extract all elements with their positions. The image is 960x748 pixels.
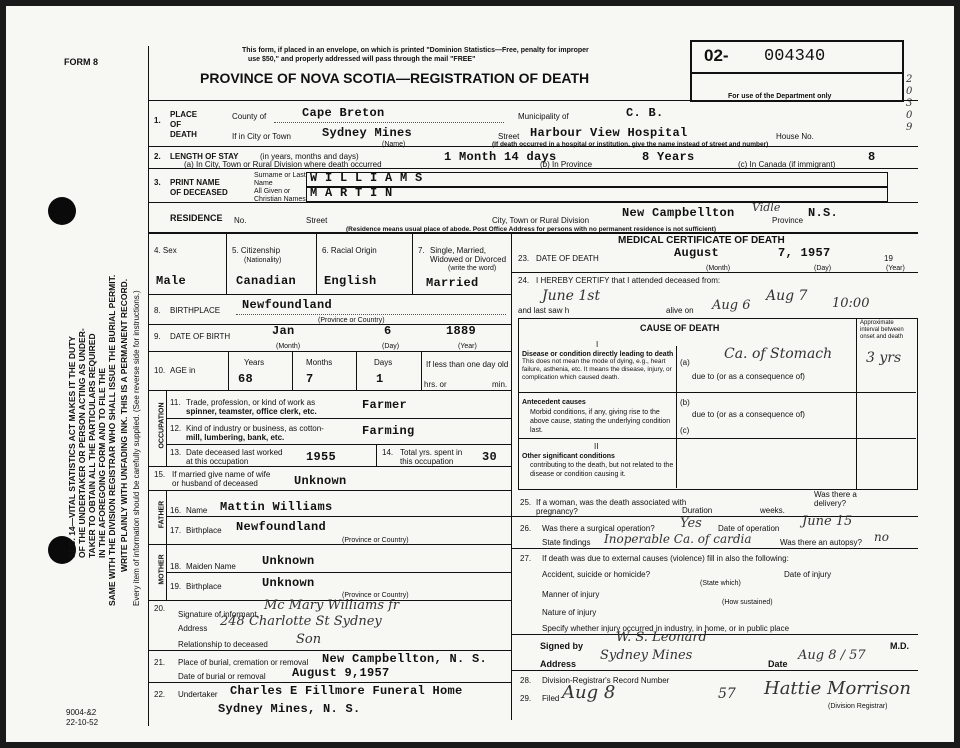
father-birthplace-value: Newfoundland (236, 520, 327, 534)
informant-signature: Mc Mary Williams fr (264, 598, 400, 613)
side-instruction-3: TAKER TO OBTAIN ALL THE PARTICULARS REQUIRED (87, 333, 97, 558)
municipality-label: Municipality of (518, 112, 569, 121)
burial-date-label: Date of burial or removal (178, 672, 266, 681)
attended-from: June 1st (542, 288, 601, 304)
attended-to: Aug 7 (766, 288, 808, 304)
given-value: M A R T I N (310, 186, 393, 200)
death-day-label: (Day) (814, 265, 832, 272)
cause-a-value: Ca. of Stomach (724, 346, 833, 362)
death-month: August (674, 246, 720, 260)
interval-a-value: 3 yrs (866, 350, 902, 366)
rule-12 (166, 444, 511, 445)
occupation-l13a: Date deceased last worked (186, 448, 283, 457)
filed-value: Aug 8 (562, 682, 616, 703)
side-instruction-5: SAME WITH THE DIVISION REGISTRAR WHO SHALL ISSUE THE BURIAL PERMIT. (107, 274, 117, 606)
relationship-label: Relationship to deceased (178, 640, 268, 649)
residence-province-label: Province (772, 216, 804, 225)
racial-origin-label: Racial Origin (330, 246, 377, 255)
s22-num: 22. (154, 690, 166, 699)
operation-label: Was there a surgical operation? (542, 524, 655, 533)
stay-canada-label: (c) In Canada (if immigrant) (738, 160, 836, 169)
operation-date-value: June 15 (802, 514, 853, 529)
birthplace-value: Newfoundland (242, 298, 333, 312)
informant-address-label: Address (178, 624, 208, 633)
other-conditions-label: Other significant conditions (522, 453, 615, 460)
s17-num: 17. (170, 526, 182, 535)
mother-birthplace-value: Unknown (262, 576, 315, 590)
s1-num: 1. (154, 116, 161, 125)
punch-hole-top (48, 197, 76, 225)
form-code-1: 9004-&2 (66, 708, 97, 717)
rule-25 (511, 516, 918, 517)
city-label: If in City or Town (232, 132, 291, 141)
form-number: FORM 8 (64, 57, 99, 67)
marital-label: Single, Married, Widowed or Divorced (430, 246, 507, 264)
house-label: House No. (776, 132, 814, 141)
due-to-b: due to (or as a consequence of) (692, 410, 805, 419)
page-title: PROVINCE OF NOVA SCOTIA—REGISTRATION OF DEATH (200, 70, 590, 86)
injury-date-label: Date of injury (784, 570, 832, 579)
s18-num: 18. (170, 562, 182, 571)
citizenship-sub: (Nationality) (244, 257, 282, 264)
cause-label-rule (676, 346, 677, 488)
registrar-label: (Division Registrar) (828, 703, 888, 710)
s14-num: 14. (382, 448, 394, 457)
mother-birthplace-label: Birthplace (186, 582, 222, 591)
trade-value: Farmer (362, 398, 408, 412)
registration-number: 004340 (764, 47, 826, 66)
s19-num: 19. (170, 582, 182, 591)
rule-11 (166, 418, 511, 419)
dob-month: Jan (272, 324, 295, 338)
spouse-label-1: If married give name of wife (172, 470, 271, 479)
antecedent-note: Morbid conditions, if any, giving rise to the above cause, stating the underlying condition last. (530, 409, 671, 434)
other-conditions-note: contributing to the death, but not related to the disease or condition causing it. (530, 462, 674, 478)
age-months: 7 (306, 372, 314, 386)
county-label: County of (232, 112, 267, 121)
sex-value: Male (156, 274, 187, 288)
dob-day: 6 (384, 324, 392, 338)
medical-title: MEDICAL CERTIFICATE OF DEATH (618, 235, 785, 246)
burial-label: Place of burial, cremation or removal (178, 658, 309, 667)
alive-on-time: 10:00 (832, 296, 870, 311)
s5-num: 5. (232, 246, 239, 255)
county-line (274, 122, 504, 123)
s25-num: 25. (520, 498, 532, 507)
age-hrs: hrs. or (424, 380, 447, 389)
s7-num: 7. (418, 246, 425, 255)
mother-birthplace-note: (Province or Country) (342, 592, 409, 599)
occupation-side-rule (166, 390, 167, 466)
industry-value: Farming (362, 424, 415, 438)
city-value: Sydney Mines (322, 126, 413, 140)
death-registration-form (6, 6, 954, 742)
occupation-l13b: at this occupation (186, 457, 249, 466)
margin-codes: 2 0 3 0 9 (906, 74, 913, 133)
residence-handwriting: Vidle (752, 201, 781, 214)
delivery-label: Was there a delivery? (814, 490, 857, 508)
cause-b-label: (b) (680, 398, 690, 407)
rule-cause-c (518, 438, 916, 439)
rule-17 (148, 544, 511, 545)
physician-address-label: Address (540, 659, 577, 669)
hospital-note: (If death occurred in a hospital or institution, give the name instead of street and number) (492, 141, 769, 148)
s26-num: 26. (520, 524, 532, 533)
street-label: Street (498, 132, 520, 141)
antecedent-label: Antecedent causes (522, 399, 586, 406)
filed-label: Filed (542, 694, 560, 703)
direct-cause-note: This does not mean the mode of dying, e.g., heart failure, asthenia, etc. It means the disease, injury, or complication which caused death. (522, 358, 672, 381)
occupation-l11b: spinner, teamster, office clerk, etc. (186, 407, 317, 416)
marital-sub: (write the word) (448, 265, 497, 272)
side-instruction-7: Every item of information should be carefully supplied. (See reverse side for instructions.) (132, 290, 141, 606)
dob-month-label: (Month) (276, 343, 301, 350)
div-5-6 (316, 232, 317, 294)
father-birthplace-note: (Province or Country) (342, 537, 409, 544)
marital-value: Married (426, 276, 479, 290)
s8-num: 8. (154, 306, 161, 315)
main-left-rule (148, 46, 149, 726)
county-value: Cape Breton (302, 106, 385, 120)
operation-value: Yes (680, 516, 702, 531)
age-min: min. (492, 380, 508, 389)
street-value: Harbour View Hospital (530, 126, 688, 140)
age-days-label: Days (374, 358, 393, 367)
dob-year: 1889 (446, 324, 477, 338)
spouse-value: Unknown (294, 474, 347, 488)
autopsy-label: Was there an autopsy? (780, 538, 862, 547)
specify-label: Specify whether injury occurred in industry, in home, or in public place (542, 624, 790, 633)
s10-num: 10. (154, 366, 166, 375)
residence-city: New Campbellton (622, 206, 735, 220)
rule-cause-a (518, 392, 916, 393)
s5-label (232, 246, 280, 255)
stay-province-label: (b) In Province (540, 160, 593, 169)
div-13-14 (376, 444, 377, 466)
occupation-l12b: mill, lumbering, bank, etc. (186, 433, 285, 442)
age-years-label: Years (244, 358, 265, 367)
weeks-label: weeks. (760, 506, 785, 515)
autopsy-value: no (874, 530, 889, 544)
father-name-label: Name (186, 506, 208, 515)
occupation-side-label: OCCUPATION (158, 402, 166, 449)
registrar-signature: Hattie Morrison (764, 678, 911, 699)
age-months-label: Months (306, 358, 333, 367)
signed-by-value: W. S. Leonard (616, 630, 707, 645)
s29-num: 29. (520, 694, 532, 703)
dob-label: DATE OF BIRTH (170, 332, 231, 341)
death-year-19: 19 (884, 254, 893, 263)
rule-14 (148, 466, 511, 467)
physician-address-value: Sydney Mines (600, 648, 693, 663)
birthplace-note: (Province or Country) (318, 317, 385, 324)
rule-10 (148, 390, 511, 391)
side-instruction-2: OF THE UNDERTAKER OR PERSON ACTING AS UNDER- (77, 328, 87, 558)
registration-prefix: 02- (704, 46, 729, 65)
birthplace-label: BIRTHPLACE (170, 306, 221, 315)
rule-27 (511, 634, 918, 635)
s1-label-1: PLACE (170, 110, 198, 119)
registration-number-box (690, 40, 904, 74)
residence-street: Street (306, 216, 328, 225)
death-day: 7, 1957 (778, 246, 831, 260)
residence-note: (Residence means usual place of abode. Post Office Address for persons with no permanent residence is not sufficient) (346, 226, 716, 233)
s2-num: 2. (154, 152, 161, 161)
s6-num: 6. (322, 246, 329, 255)
accident-label: Accident, suicide or homicide? (542, 570, 651, 579)
rule-16 (166, 516, 511, 517)
city-name-note: (Name) (382, 141, 406, 148)
s27-num: 27. (520, 554, 532, 563)
rule-top (148, 100, 918, 101)
age-years: 68 (238, 372, 254, 386)
cause-title: CAUSE OF DEATH (640, 323, 720, 333)
residence-no: No. (234, 216, 247, 225)
last-seen-label: and last saw h (518, 306, 570, 315)
cause-interval-rule (856, 318, 857, 490)
occupation-l14b: this occupation (400, 457, 454, 466)
undertaker-label: Undertaker (178, 690, 218, 699)
occupation-l14a: Total yrs. spent in (400, 448, 463, 457)
rule-20 (148, 650, 511, 651)
residence-city-label: City, Town or Rural Division (492, 216, 590, 225)
citizenship-label: Citizenship (240, 246, 281, 255)
alive-on-label: alive on (666, 306, 694, 315)
s1-label-2: OF (170, 120, 182, 129)
mother-maiden-value: Unknown (262, 554, 315, 568)
s9-num: 9. (154, 332, 161, 341)
s3-label-2: OF DECEASED (170, 188, 228, 197)
cause-a-label: (a) (680, 358, 690, 367)
father-name-value: Mattin Williams (220, 500, 333, 514)
signed-date-label: Date (768, 659, 788, 669)
s20-num: 20. (154, 604, 166, 613)
mail-notice-line1: This form, if placed in an envelope, on which is printed "Dominion Statistics—Free, penalty for improper (242, 47, 589, 54)
dob-day-label: (Day) (382, 343, 400, 350)
birthplace-line (236, 314, 506, 315)
father-birthplace-label: Birthplace (186, 526, 222, 535)
md-label: M.D. (890, 641, 909, 651)
rule-21 (148, 682, 511, 683)
last-worked-value: 1955 (306, 450, 337, 464)
age-days: 1 (376, 372, 384, 386)
rule-18 (166, 572, 511, 573)
findings-label: State findings (542, 538, 591, 547)
death-date-label: DATE OF DEATH (536, 254, 599, 263)
s21-num: 21. (154, 658, 166, 667)
nature-label: Nature of injury (542, 608, 597, 617)
father-side-label: FATHER (158, 500, 166, 529)
residence-label: RESIDENCE (170, 213, 223, 223)
s28-num: 28. (520, 676, 532, 685)
operation-date-label: Date of operation (718, 524, 780, 533)
pregnancy-label: If a woman, was the death associated with pregnancy? (536, 498, 687, 516)
spouse-label-2: or husband of deceased (172, 479, 258, 488)
cause-roman-1: I (596, 340, 599, 349)
father-side-rule (166, 490, 167, 544)
mother-maiden-label: Maiden Name (186, 562, 236, 571)
total-years-value: 30 (482, 450, 498, 464)
filed-year: 57 (718, 686, 736, 702)
s6-label (322, 246, 377, 255)
stay-city-value: 1 Month 14 days (444, 150, 557, 164)
side-instruction-1: SEC. 14—VITAL STATISTICS ACT MAKES IT THE DUTY (67, 336, 77, 558)
cause-c-label: (c) (680, 426, 690, 435)
side-instruction-6: WRITE PLAINLY WITH UNFADING INK. THIS IS A PERMANENT RECORD. (119, 278, 129, 572)
age-less-label: If less than one day old (426, 360, 509, 369)
undertaker-value: Charles E Fillmore Funeral Home (230, 684, 463, 698)
age-div-2 (356, 352, 357, 390)
burial-date-value: August 9,1957 (292, 666, 390, 680)
sex-label: Sex (162, 246, 177, 255)
state-which-label: (State which) (700, 580, 741, 587)
s24-num: 24. (518, 276, 530, 285)
center-divider (511, 232, 512, 720)
surname-value: W I L L I A M S (310, 171, 423, 185)
rule-26 (511, 548, 918, 549)
rule-23 (511, 272, 918, 273)
mail-notice-line2: use $50," and properly addressed will pass through the mail "FREE" (248, 56, 476, 63)
direct-cause-label: Disease or condition directly leading to death (522, 351, 674, 358)
s3-num: 3. (154, 178, 161, 187)
informant-address: 248 Charlotte St Sydney (220, 614, 382, 629)
stay-city-label: (a) In City, Town or Rural Division where death occurred (184, 160, 382, 169)
s4-label (154, 246, 177, 255)
external-cause-label: If death was due to external causes (violence) fill in also the following: (542, 554, 789, 563)
stay-province-value: 8 Years (642, 150, 695, 164)
age-div-1 (292, 352, 293, 390)
municipality-value: C. B. (626, 106, 664, 120)
s3-label-1: PRINT NAME (170, 178, 220, 187)
age-label: AGE in (170, 366, 196, 375)
surname-label: Surname or Last Name (254, 172, 306, 187)
interval-label: Approximate interval between onset and death (860, 320, 904, 340)
s2-label: LENGTH OF STAY (170, 152, 239, 161)
rule-signed (511, 670, 918, 671)
given-label: All Given or Christian Names (254, 188, 306, 203)
informant-sig-label: Signature of informant (178, 610, 257, 619)
racial-origin-value: English (324, 274, 377, 288)
death-month-label: (Month) (706, 265, 731, 272)
attended-label: I HEREBY CERTIFY that I attended deceased from: (536, 276, 721, 285)
signed-by-label: Signed by (540, 641, 584, 651)
s11-num: 11. (170, 398, 181, 407)
cause-roman-2: II (594, 442, 599, 451)
undertaker-address: Sydney Mines, N. S. (218, 702, 361, 716)
s23-num: 23. (518, 254, 530, 263)
div-6-7 (412, 232, 413, 294)
relationship-value: Son (296, 632, 322, 647)
alive-on-date: Aug 6 (712, 298, 751, 313)
occupation-l12a: Kind of industry or business, as cotton- (186, 424, 324, 433)
findings-value: Inoperable Ca. of cardia (604, 532, 752, 546)
given-box (306, 187, 888, 202)
s13-num: 13. (170, 448, 182, 457)
dob-year-label: (Year) (458, 343, 477, 350)
due-to-a: due to (or as a consequence of) (692, 372, 805, 381)
signed-date-value: Aug 8 / 57 (798, 648, 866, 663)
mother-side-label: MOTHER (158, 554, 166, 585)
s4-num: 4. (154, 246, 161, 255)
residence-province: N.S. (808, 206, 839, 220)
s16-num: 16. (170, 506, 182, 515)
manner-label: Manner of injury (542, 590, 600, 599)
rule-15 (148, 490, 511, 491)
stay-canada-value: 8 (868, 150, 876, 164)
s1-label-3: DEATH (170, 130, 197, 139)
rule-4-7-bottom (148, 294, 511, 295)
how-sustained-label: (How sustained) (722, 599, 773, 606)
s15-num: 15. (154, 470, 166, 479)
death-year-label: (Year) (886, 265, 905, 272)
s2-sub: (in years, months and days) (260, 152, 359, 161)
div-4-5 (226, 232, 227, 294)
dept-use-label: For use of the Department only (728, 93, 832, 100)
burial-place-value: New Campbellton, N. S. (322, 652, 488, 666)
duration-label: Duration (682, 506, 713, 515)
registrar-record-label: Division-Registrar's Record Number (542, 676, 670, 685)
s12-num: 12. (170, 424, 182, 433)
form-code-2: 22-10-52 (66, 718, 99, 727)
citizenship-value: Canadian (236, 274, 297, 288)
occupation-l11a: Trade, profession, or kind of work as (186, 398, 316, 407)
side-instruction-4: IN THE AFOREGOING FORM AND TO FILE THE (97, 368, 107, 558)
